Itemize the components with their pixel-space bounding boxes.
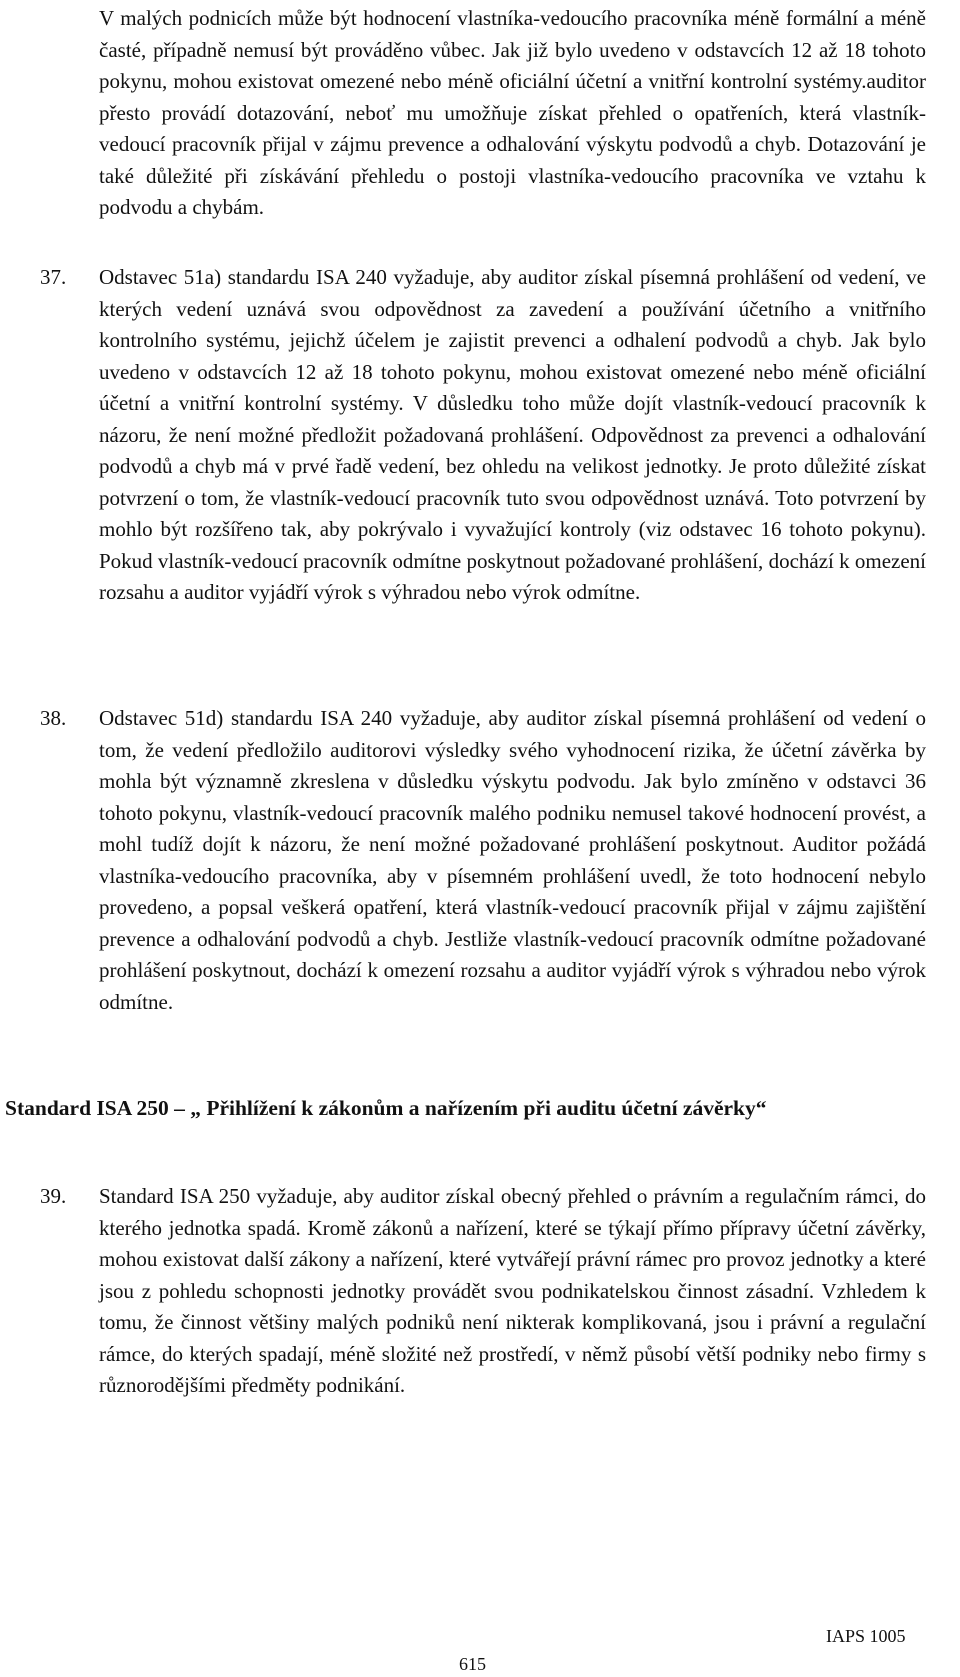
paragraph-text: Standard ISA 250 vyžaduje, aby auditor získal obecný přehled o právním a regulačním rámci, do kterého jednotka spadá. Kromě zákonů a nařízení, které se týkají přímo přípravy účetní závěrky, mohou existovat další zákony a nařízení, které vytvářejí právní rámec pro provoz jednotky a které jsou z pohledu schopnosti jednotky provádět svou podnikatelskou činnost zásadní. Vzhledem k tomu, že činnost většiny malých podniků není nikterak komplikovaná, jsou i právní a regulační rámce, do kterých spadají, méně složité než prostředí, v němž působí větší podniky nebo firmy s různorodějšími předměty podnikání. xyxy=(99,1184,926,1397)
paragraph-number: 37. xyxy=(40,265,67,289)
section-heading: Standard ISA 250 – „ Přihlížení k zákonům a nařízením při auditu účetní závěrky“ xyxy=(5,1096,767,1120)
paragraph-text: Odstavec 51d) standardu ISA 240 vyžaduje, aby auditor získal písemná prohlášení od vedení o tom, že vedení předložilo auditorovi výsledky svého vyhodnocení rizika, že účetní závěrka by mohla být významně zkreslena v důsledku výskytu podvodu. Jak bylo zmíněno v odstavci 36 tohoto pokynu, vlastník-vedoucí pracovník malého podniku nemusel takové hodnocení provést, a mohl tudíž dojít k názoru, že není možné požadované prohlášení poskytnout. Auditor požádá vlastníka-vedoucího pracovníka, aby v písemném prohlášení uvedl, že toto hodnocení nebylo provedeno, a popsal veškerá opatření, která vlastník-vedoucí pracovník přijal v zájmu zajištění prevence a odhalování podvodů a chyb. Jestliže vlastník-vedoucí pracovník odmítne požadované prohlášení poskytnout, dochází k omezení rozsahu a auditor vyjádří výrok s výhradou nebo výrok odmítne. xyxy=(99,706,926,1014)
document-reference: IAPS 1005 xyxy=(826,1626,906,1646)
paragraph-number: 38. xyxy=(40,706,67,730)
paragraph-text: Odstavec 51a) standardu ISA 240 vyžaduje, aby auditor získal písemná prohlášení od vedení, ve kterých vedení uznává svou odpovědnost za zavedení a používání účetního a vnitřního kontrolního systému, jejichž účelem je zajistit prevenci a odhalení podvodů a chyb. Jak bylo uvedeno v odstavcích 12 až 18 tohoto pokynu, mohou existovat omezené nebo méně oficiální účetní a vnitřní kontrolní systémy. V důsledku toho může dojít vlastník-vedoucí pracovník k názoru, že není možné předložit požadovaná prohlášení. Odpovědnost za prevenci a odhalování podvodů a chyb má v prvé řadě vedení, bez ohledu na velikost jednotky. Je proto důležité získat potvrzení o tom, že vlastník-vedoucí pracovník tuto svou odpovědnost uznává. Toto potvrzení by mohlo být rozšířeno tak, aby pokrývalo i vyvažující kontroly (viz odstavec 16 tohoto pokynu). Pokud vlastník-vedoucí pracovník odmítne poskytnout požadované prohlášení, dochází k omezení rozsahu a auditor vyjádří výrok s výhradou nebo výrok odmítne. xyxy=(99,265,926,604)
paragraph-number: 39. xyxy=(40,1184,67,1208)
page-number: 615 xyxy=(459,1654,486,1674)
intro-paragraph: V malých podnicích může být hodnocení vlastníka-vedoucího pracovníka méně formální a méně časté, případně nemusí být prováděno vůbec. Jak již bylo uvedeno v odstavcích 12 až 18 tohoto pokynu, mohou existovat omezené nebo méně oficiální účetní a vnitřní kontrolní systémy.auditor přesto provádí dotazování, neboť mu umožňuje získat přehled o opatřeních, která vlastník-vedoucí pracovník přijal v zájmu prevence a odhalování výskytu podvodů a chyb. Dotazování je také důležité při získávání přehledu o postoji vlastníka-vedoucího pracovníka ve vztahu k podvodu a chybám. xyxy=(99,6,926,219)
